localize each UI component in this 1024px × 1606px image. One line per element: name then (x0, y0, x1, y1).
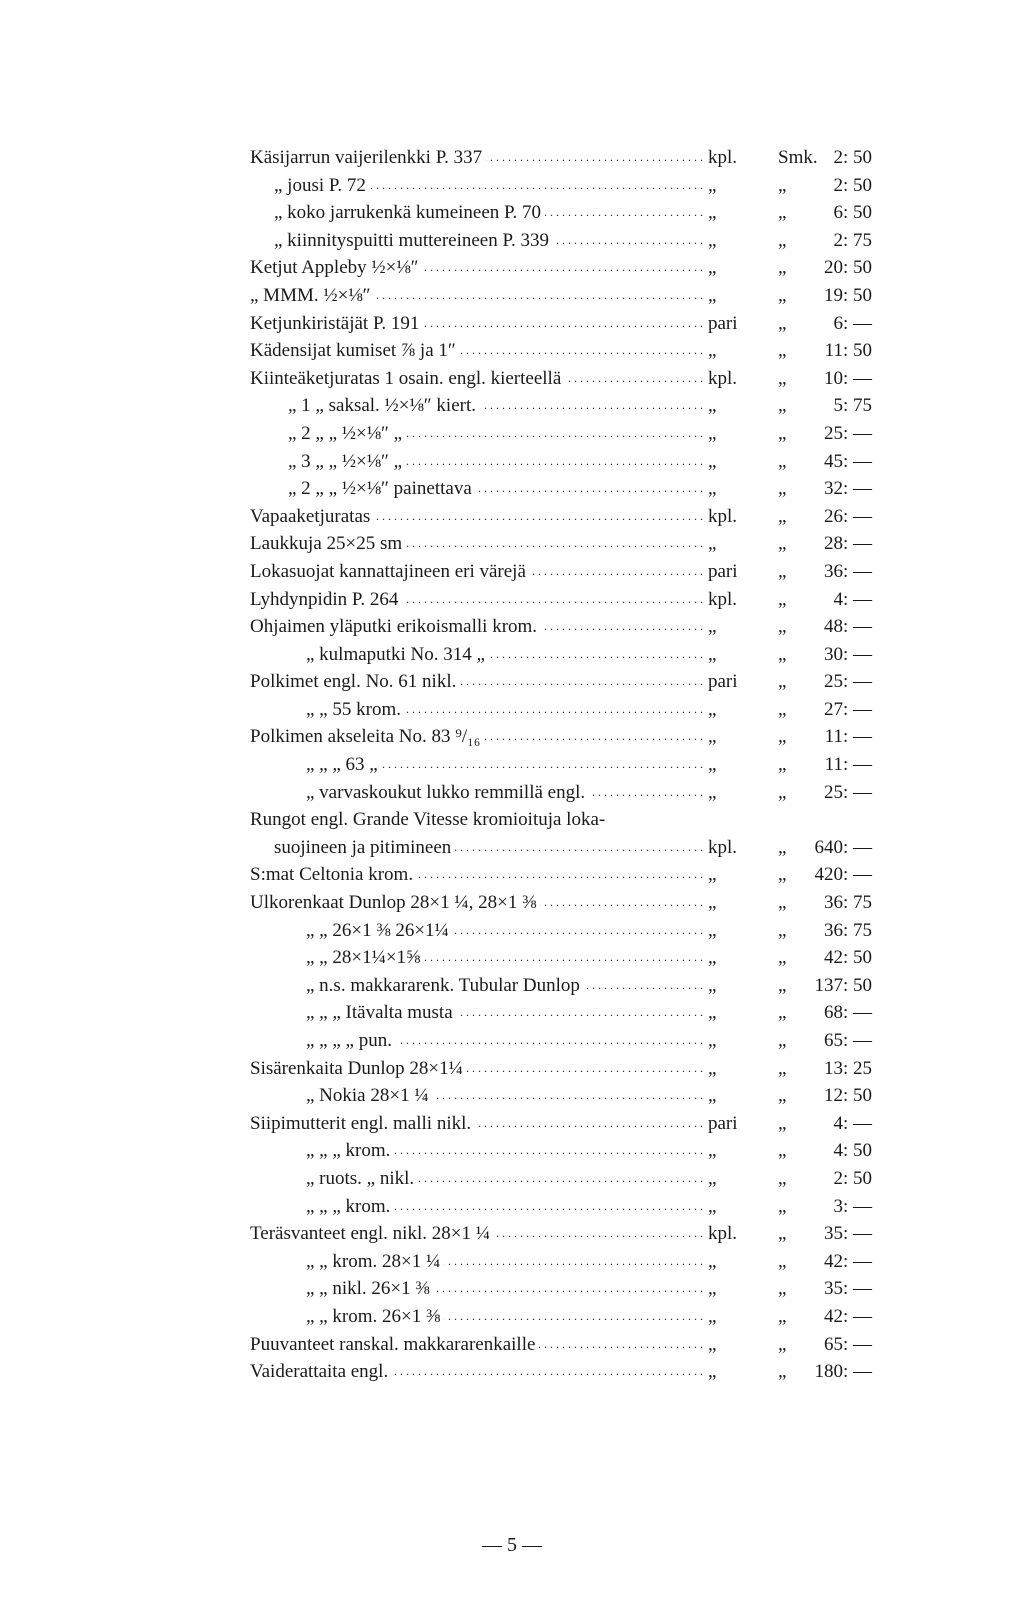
item-unit: „ (708, 202, 717, 224)
item-description-text: „ MMM. ½×⅛″ (250, 285, 375, 306)
item-description-text: „ 3 „ „ ½×⅛″ „ (250, 451, 406, 472)
price-row (250, 365, 890, 393)
item-unit: kpl. (708, 147, 738, 168)
item-unit: „ (708, 422, 717, 444)
item-description-text: „ ruots. „ nikl. (250, 1168, 418, 1189)
item-price: 42: — (823, 1305, 872, 1327)
item-description-text: Kiinteäketjuratas 1 osain. engl. kierteellä (250, 368, 565, 389)
item-currency: „ (778, 671, 787, 693)
item-currency: „ (778, 1250, 787, 1272)
item-unit: „ (708, 698, 717, 720)
item-unit: „ (708, 450, 717, 472)
item-unit: „ (708, 1195, 717, 1217)
item-unit: „ (708, 1140, 717, 1162)
price-row (250, 668, 890, 696)
item-description-text: „ „ „ „ pun. (250, 1030, 396, 1051)
item-currency: „ (778, 974, 787, 996)
item-description-text: „ „ nikl. 26×1 ⅜ (250, 1278, 434, 1299)
item-price: 3: — (833, 1195, 872, 1217)
item-price: 10: — (823, 367, 872, 389)
item-currency: „ (778, 450, 787, 472)
item-description (250, 530, 718, 558)
item-price: 36: 75 (823, 919, 872, 941)
item-description (250, 641, 718, 669)
item-description-text: „ kiinnityspuitti muttereineen P. 339 (250, 230, 553, 251)
item-description (250, 668, 718, 696)
item-unit: „ (708, 1278, 717, 1300)
item-description (250, 1165, 718, 1193)
page-number: — 5 — (482, 1534, 542, 1556)
item-description (250, 806, 890, 834)
price-row (250, 1055, 890, 1083)
price-row (250, 1358, 890, 1386)
item-currency: „ (778, 1002, 787, 1024)
item-unit: „ (708, 1167, 717, 1189)
item-currency: „ (778, 1361, 787, 1383)
item-currency: „ (778, 754, 787, 776)
item-price: 45: — (823, 450, 872, 472)
item-description-text: „ „ „ krom. (250, 1140, 394, 1161)
item-currency: „ (778, 1085, 787, 1107)
item-unit: „ (708, 478, 717, 500)
price-row (250, 999, 890, 1027)
price-row (250, 1137, 890, 1165)
item-unit: „ (708, 947, 717, 969)
item-currency: „ (778, 1195, 787, 1217)
item-price: 4: — (833, 588, 872, 610)
item-currency: „ (778, 919, 787, 941)
item-description (250, 475, 718, 503)
item-unit: „ (708, 229, 717, 251)
item-price: 4: — (833, 1112, 872, 1134)
item-unit: pari (708, 312, 738, 334)
item-price: 26: — (823, 505, 872, 527)
item-currency: „ (778, 616, 787, 638)
item-description-text: „ „ 55 krom. (250, 699, 405, 720)
price-row (250, 227, 890, 255)
price-row (250, 806, 890, 834)
item-description-text: Lyhdynpidin P. 264 (250, 589, 402, 610)
item-unit: „ (708, 864, 717, 886)
price-row (250, 861, 890, 889)
price-row (250, 392, 890, 420)
item-price: 65: — (823, 1333, 872, 1355)
item-price: 30: — (823, 643, 872, 665)
item-price: 36: 75 (823, 892, 872, 914)
item-price: 25: — (823, 781, 872, 803)
item-price: 6: — (833, 312, 872, 334)
item-description-text: „ koko jarrukenkä kumeineen P. 70 (250, 202, 545, 223)
item-description-text: Teräsvanteet engl. nikl. 28×1 ¼ (250, 1223, 494, 1244)
item-price: 2: 75 (833, 229, 872, 251)
item-description-text: „ „ „ 63 „ (250, 754, 382, 775)
item-currency: „ (778, 864, 787, 886)
item-currency: Smk. (778, 147, 818, 168)
item-currency: „ (778, 422, 787, 444)
item-description (250, 1220, 718, 1248)
item-currency: „ (778, 478, 787, 500)
price-row (250, 420, 890, 448)
item-description (250, 172, 718, 200)
item-unit: „ (708, 726, 717, 748)
item-price: 2: 50 (833, 1167, 872, 1189)
price-row (250, 310, 890, 338)
item-description-text: Rungot engl. Grande Vitesse kromioituja loka- (250, 809, 609, 830)
price-row (250, 475, 890, 503)
item-price: 13: 25 (823, 1057, 872, 1079)
price-row (250, 613, 890, 641)
price-row (250, 558, 890, 586)
item-description (250, 282, 718, 310)
item-description (250, 889, 718, 917)
item-price: 42: 50 (823, 947, 872, 969)
item-description (250, 613, 718, 641)
item-price: 25: — (823, 422, 872, 444)
item-description-text: „ n.s. makkararenk. Tubular Dunlop (250, 975, 584, 996)
item-price: 12: 50 (823, 1085, 872, 1107)
item-unit: „ (708, 395, 717, 417)
item-currency: „ (778, 257, 787, 279)
item-description-text: Käsijarrun vaijerilenkki P. 337 (250, 147, 486, 168)
item-unit: „ (708, 1333, 717, 1355)
item-description-text: „ „ 28×1¼×1⅝ (250, 947, 424, 968)
price-row (250, 172, 890, 200)
item-price: 20: 50 (823, 257, 872, 279)
item-currency: „ (778, 395, 787, 417)
item-description (250, 999, 718, 1027)
price-row (250, 337, 890, 365)
item-description (250, 1110, 718, 1138)
item-description-text: Lokasuojat kannattajineen eri värejä (250, 561, 530, 582)
item-currency: „ (778, 505, 787, 527)
item-description-text: „ kulmaputki No. 314 „ (250, 644, 489, 665)
price-row (250, 503, 890, 531)
item-description (250, 586, 718, 614)
item-description (250, 1331, 718, 1359)
item-price: 25: — (823, 671, 872, 693)
item-unit: „ (708, 1085, 717, 1107)
price-row (250, 1220, 890, 1248)
item-price: 11: — (824, 726, 872, 748)
price-row (250, 1165, 890, 1193)
item-currency: „ (778, 560, 787, 582)
item-unit: „ (708, 781, 717, 803)
price-row (250, 1110, 890, 1138)
item-description-text: Polkimet engl. No. 61 nikl. (250, 671, 460, 692)
item-price: 640: — (814, 836, 872, 858)
item-unit: „ (708, 1030, 717, 1051)
item-description (250, 1137, 718, 1165)
item-currency: „ (778, 340, 787, 362)
item-description (250, 1303, 718, 1331)
item-description (250, 392, 718, 420)
item-unit: „ (708, 892, 717, 914)
item-price: 6: 50 (833, 202, 872, 224)
price-row (250, 448, 890, 476)
item-description (250, 1193, 718, 1221)
item-currency: „ (778, 643, 787, 665)
item-unit: kpl. (708, 367, 738, 389)
item-description-text: „ Nokia 28×1 ¼ (250, 1085, 433, 1106)
item-price: 27: — (823, 698, 872, 720)
price-row (250, 586, 890, 614)
item-description (250, 144, 718, 172)
item-currency: „ (778, 1305, 787, 1327)
price-row (250, 1193, 890, 1221)
item-unit: „ (708, 1250, 717, 1272)
item-currency: „ (778, 1140, 787, 1162)
item-currency: „ (778, 367, 787, 389)
item-description-text: Ulkorenkaat Dunlop 28×1 ¼, 28×1 ⅜ (250, 892, 540, 913)
item-unit: kpl. (708, 505, 738, 527)
price-row (250, 1082, 890, 1110)
item-description (250, 779, 718, 807)
item-description (250, 1082, 718, 1110)
item-price: 19: 50 (823, 284, 872, 306)
price-list (250, 144, 890, 1386)
item-unit: „ (708, 1361, 717, 1383)
price-row (250, 1275, 890, 1303)
item-description (250, 917, 718, 945)
price-row (250, 1027, 890, 1055)
item-currency: „ (778, 698, 787, 720)
item-description (250, 448, 718, 476)
item-description (250, 972, 718, 1000)
item-description (250, 227, 718, 255)
item-description-text: „ „ „ krom. (250, 1196, 394, 1217)
price-row (250, 282, 890, 310)
item-currency: „ (778, 1223, 787, 1245)
item-price: 42: — (823, 1250, 872, 1272)
item-unit: kpl. (708, 836, 738, 858)
item-unit: „ (708, 754, 717, 776)
item-description (250, 696, 718, 724)
item-unit: „ (708, 340, 717, 362)
item-description (250, 199, 718, 227)
item-description (250, 558, 718, 586)
item-currency: „ (778, 588, 787, 610)
item-description (250, 254, 718, 282)
item-description-text: Vaiderattaita engl. (250, 1361, 392, 1382)
item-description (250, 1275, 718, 1303)
item-description (250, 861, 718, 889)
price-row (250, 254, 890, 282)
item-unit: kpl. (708, 1223, 738, 1245)
price-row (250, 641, 890, 669)
item-price: 36: — (823, 560, 872, 582)
price-row (250, 751, 890, 779)
item-description-text: „ „ krom. 28×1 ¼ (250, 1251, 444, 1272)
item-unit: „ (708, 643, 717, 665)
item-description (250, 503, 718, 531)
item-currency: „ (778, 1112, 787, 1134)
item-description (250, 944, 718, 972)
price-row (250, 834, 890, 862)
item-unit: pari (708, 1112, 738, 1134)
item-description-text: Vapaaketjuratas (250, 506, 374, 527)
price-row (250, 199, 890, 227)
item-currency: „ (778, 1278, 787, 1300)
price-row (250, 1331, 890, 1359)
item-description-text: S:mat Celtonia krom. (250, 864, 417, 885)
item-unit: „ (708, 257, 717, 279)
item-price: 35: — (823, 1278, 872, 1300)
item-description (250, 365, 718, 393)
item-unit: „ (708, 533, 717, 555)
item-description (250, 834, 718, 862)
price-row (250, 889, 890, 917)
item-description (250, 751, 718, 779)
item-description-text: „ 1 „ saksal. ½×⅛″ kiert. (250, 395, 480, 416)
price-row (250, 972, 890, 1000)
item-currency: „ (778, 284, 787, 306)
item-currency: „ (778, 781, 787, 803)
item-unit: „ (708, 919, 717, 941)
item-price: 35: — (823, 1223, 872, 1245)
price-row (250, 1248, 890, 1276)
item-price: 4: 50 (833, 1140, 872, 1162)
item-description (250, 420, 718, 448)
item-description-text: „ 2 „ „ ½×⅛″ painettava (250, 478, 476, 499)
item-unit: „ (708, 1305, 717, 1327)
price-row (250, 779, 890, 807)
item-price: 48: — (823, 616, 872, 638)
item-currency: „ (778, 1167, 787, 1189)
item-currency: „ (778, 1057, 787, 1079)
item-currency: „ (778, 947, 787, 969)
item-description (250, 723, 718, 751)
item-description-text: „ „ krom. 26×1 ⅜ (250, 1306, 444, 1327)
item-description-text: „ „ „ Itävalta musta (250, 1002, 457, 1023)
item-unit: pari (708, 560, 738, 582)
item-description-text: Polkimen akseleita No. 83 ⁹/₁₆ (250, 726, 484, 747)
price-row (250, 944, 890, 972)
item-description-text: Laukkuja 25×25 sm (250, 533, 406, 554)
item-unit: „ (708, 616, 717, 638)
item-description (250, 310, 718, 338)
price-row (250, 530, 890, 558)
item-description-text: Kädensijat kumiset ⅞ ja 1″ (250, 340, 460, 361)
item-currency: „ (778, 174, 787, 196)
item-description-text: „ varvaskoukut lukko remmillä engl. (250, 782, 589, 803)
item-description-text: „ „ 26×1 ⅜ 26×1¼ (250, 920, 453, 941)
item-price: 68: — (823, 1002, 872, 1024)
item-description-text: Siipimutterit engl. malli nikl. (250, 1113, 475, 1134)
item-description-text: suojineen ja pitimineen (250, 837, 455, 858)
price-row (250, 723, 890, 751)
item-unit: „ (708, 1002, 717, 1024)
item-price: 2: 50 (833, 147, 872, 168)
price-row (250, 144, 890, 172)
item-description (250, 1358, 718, 1386)
item-description-text: „ jousi P. 72 (250, 175, 370, 196)
item-description-text: Ketjut Appleby ½×⅛″ (250, 257, 423, 278)
price-row (250, 696, 890, 724)
item-description (250, 1027, 718, 1055)
item-description (250, 337, 718, 365)
item-currency: „ (778, 726, 787, 748)
item-description-text: Sisärenkaita Dunlop 28×1¼ (250, 1058, 467, 1079)
item-description (250, 1248, 718, 1276)
item-description-text: Puuvanteet ranskal. makkararenkaille (250, 1334, 539, 1355)
item-description-text: „ 2 „ „ ½×⅛″ „ (250, 423, 406, 444)
item-price: 420: — (814, 864, 872, 886)
item-price: 28: — (823, 533, 872, 555)
item-price: 2: 50 (833, 174, 872, 196)
item-description-text: Ketjunkiristäjät P. 191 (250, 313, 423, 334)
price-row (250, 1303, 890, 1331)
item-currency: „ (778, 312, 787, 334)
item-price: 180: — (814, 1361, 872, 1383)
item-currency: „ (778, 533, 787, 555)
item-currency: „ (778, 229, 787, 251)
price-row (250, 917, 890, 945)
item-price: 65: — (823, 1030, 872, 1051)
item-price: 32: — (823, 478, 872, 500)
item-currency: „ (778, 1333, 787, 1355)
item-price: 137: 50 (814, 974, 872, 996)
item-price: 11: — (824, 754, 872, 776)
item-currency: „ (778, 892, 787, 914)
item-currency: „ (778, 836, 787, 858)
item-unit: kpl. (708, 588, 738, 610)
item-description-text: Ohjaimen yläputki erikoismalli krom. (250, 616, 541, 637)
item-price: 11: 50 (824, 340, 872, 362)
item-unit: „ (708, 1057, 717, 1079)
item-unit: „ (708, 174, 717, 196)
item-unit: „ (708, 284, 717, 306)
item-unit: „ (708, 974, 717, 996)
item-price: 5: 75 (833, 395, 872, 417)
item-currency: „ (778, 1030, 787, 1051)
item-currency: „ (778, 202, 787, 224)
item-unit: pari (708, 671, 738, 693)
item-description (250, 1055, 718, 1083)
